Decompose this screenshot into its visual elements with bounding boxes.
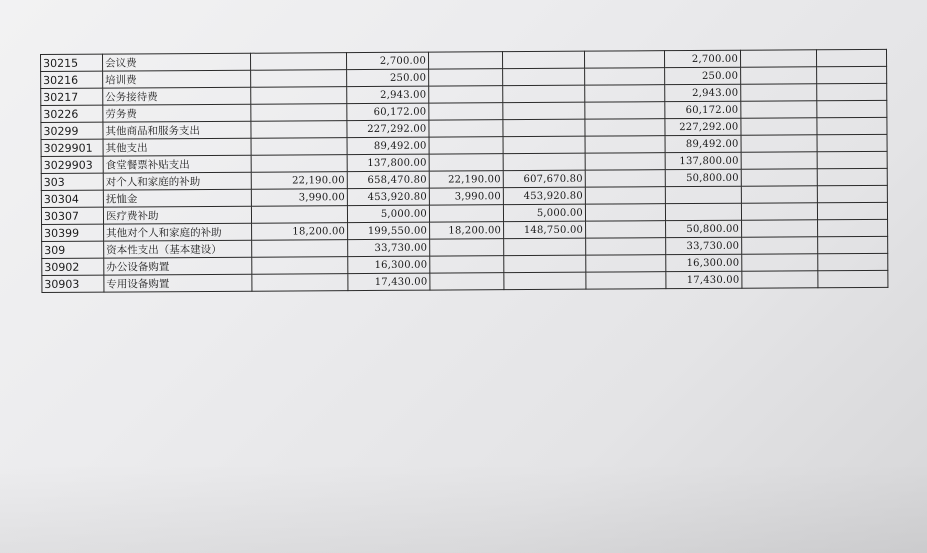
cell-amount-2: 199,550.00	[348, 222, 430, 240]
cell-amount-2: 33,730.00	[348, 239, 430, 257]
cell-amount-1	[252, 257, 348, 275]
cell-amount-1	[251, 104, 347, 122]
cell-code: 30399	[42, 224, 104, 241]
cell-code: 30304	[41, 190, 103, 207]
cell-amount-5	[584, 51, 664, 68]
cell-amount-8	[818, 270, 888, 287]
cell-amount-5	[585, 187, 665, 204]
cell-amount-5	[585, 153, 665, 170]
cell-amount-1	[251, 138, 347, 156]
cell-amount-3	[429, 103, 503, 120]
table-body	[41, 49, 888, 292]
cell-amount-7	[741, 118, 817, 135]
cell-amount-5	[586, 255, 666, 272]
cell-amount-1	[250, 53, 346, 71]
cell-amount-4	[503, 136, 585, 154]
cell-amount-1	[251, 155, 347, 173]
cell-amount-3: 22,190.00	[429, 171, 503, 188]
cell-amount-2: 16,300.00	[348, 256, 430, 274]
cell-amount-6: 89,492.00	[665, 135, 741, 152]
cell-amount-2: 250.00	[347, 69, 429, 87]
cell-amount-4	[504, 238, 586, 256]
cell-amount-5	[586, 238, 666, 255]
cell-amount-1	[251, 87, 347, 105]
cell-amount-4	[504, 255, 586, 273]
cell-amount-5	[585, 119, 665, 136]
cell-amount-5	[586, 221, 666, 238]
cell-amount-3	[430, 239, 504, 256]
cell-amount-1	[252, 274, 348, 292]
cell-amount-3: 18,200.00	[430, 222, 504, 239]
cell-amount-3	[429, 86, 503, 103]
budget-expenditure-table	[40, 49, 888, 293]
cell-amount-6: 2,943.00	[665, 84, 741, 101]
cell-name: 办公设备购置	[104, 257, 252, 275]
cell-amount-1: 3,990.00	[251, 189, 347, 207]
cell-amount-5	[585, 68, 665, 85]
cell-amount-6: 50,800.00	[666, 220, 742, 237]
cell-amount-8	[817, 185, 887, 202]
cell-amount-7	[741, 84, 817, 101]
cell-amount-6: 227,292.00	[665, 118, 741, 135]
cell-code: 30226	[41, 105, 103, 122]
cell-amount-5	[585, 170, 665, 187]
cell-amount-6	[665, 203, 741, 220]
cell-amount-7	[742, 271, 818, 288]
cell-amount-4: 453,920.80	[503, 187, 585, 205]
cell-name: 会议费	[103, 53, 251, 71]
cell-amount-7	[742, 220, 818, 237]
cell-amount-4	[503, 68, 585, 86]
cell-amount-8	[817, 168, 887, 185]
cell-amount-3	[429, 205, 503, 222]
cell-amount-8	[817, 100, 887, 117]
cell-amount-2: 5,000.00	[347, 205, 429, 223]
cell-amount-8	[818, 253, 888, 270]
cell-amount-2: 2,700.00	[346, 52, 428, 70]
cell-amount-4	[503, 102, 585, 120]
cell-amount-3	[429, 137, 503, 154]
cell-amount-8	[817, 151, 887, 168]
cell-amount-3	[430, 256, 504, 273]
cell-code: 30307	[41, 207, 103, 224]
cell-amount-2: 453,920.80	[347, 188, 429, 206]
cell-amount-5	[585, 85, 665, 102]
cell-amount-8	[818, 236, 888, 253]
cell-amount-6: 17,430.00	[666, 271, 742, 288]
cell-amount-7	[741, 169, 817, 186]
cell-name: 资本性支出（基本建设）	[104, 240, 252, 258]
cell-amount-8	[817, 117, 887, 134]
cell-amount-1	[252, 240, 348, 258]
cell-amount-7	[741, 203, 817, 220]
cell-name: 劳务费	[103, 104, 251, 122]
cell-name: 其他支出	[103, 138, 251, 156]
cell-code: 30902	[42, 258, 104, 275]
cell-amount-4	[503, 85, 585, 103]
cell-amount-1	[251, 206, 347, 224]
cell-code: 30299	[41, 122, 103, 139]
cell-amount-7	[741, 152, 817, 169]
cell-amount-4	[502, 51, 584, 69]
cell-amount-7	[742, 237, 818, 254]
cell-code: 30903	[42, 275, 104, 292]
cell-amount-6: 250.00	[665, 67, 741, 84]
cell-amount-2: 137,800.00	[347, 154, 429, 172]
cell-amount-1	[251, 121, 347, 139]
cell-amount-8	[817, 83, 887, 100]
cell-amount-5	[586, 272, 666, 289]
cell-amount-2: 658,470.80	[347, 171, 429, 189]
cell-amount-8	[816, 49, 886, 66]
cell-amount-8	[817, 134, 887, 151]
cell-amount-3	[428, 52, 502, 69]
cell-amount-7	[741, 101, 817, 118]
cell-name: 抚恤金	[103, 189, 251, 207]
cell-name: 专用设备购置	[104, 274, 252, 292]
cell-name: 对个人和家庭的补助	[103, 172, 251, 190]
cell-amount-2: 60,172.00	[347, 103, 429, 121]
cell-amount-8	[817, 202, 887, 219]
cell-code: 309	[42, 241, 104, 258]
cell-amount-6	[665, 186, 741, 203]
cell-name: 其他商品和服务支出	[103, 121, 251, 139]
cell-amount-6: 2,700.00	[664, 50, 740, 67]
cell-amount-4	[504, 272, 586, 290]
cell-amount-5	[585, 136, 665, 153]
cell-amount-7	[741, 67, 817, 84]
cell-amount-8	[817, 66, 887, 83]
cell-amount-4: 607,670.80	[503, 170, 585, 188]
cell-amount-2: 2,943.00	[347, 86, 429, 104]
cell-amount-7	[742, 254, 818, 271]
cell-amount-7	[741, 186, 817, 203]
cell-amount-3	[429, 154, 503, 171]
cell-code: 303	[41, 173, 103, 190]
cell-amount-2: 17,430.00	[348, 273, 430, 291]
cell-amount-4: 148,750.00	[504, 221, 586, 239]
cell-amount-7	[740, 50, 816, 67]
cell-code: 30217	[41, 88, 103, 105]
cell-amount-2: 227,292.00	[347, 120, 429, 138]
cell-amount-6: 60,172.00	[665, 101, 741, 118]
cell-code: 3029901	[41, 139, 103, 156]
cell-code: 3029903	[41, 156, 103, 173]
cell-amount-6: 50,800.00	[665, 169, 741, 186]
cell-amount-6: 16,300.00	[666, 254, 742, 271]
cell-amount-6: 33,730.00	[666, 237, 742, 254]
cell-amount-4: 5,000.00	[503, 204, 585, 222]
cell-name: 公务接待费	[103, 87, 251, 105]
cell-name: 食堂餐票补贴支出	[103, 155, 251, 173]
cell-name: 培训费	[103, 70, 251, 88]
cell-amount-1: 18,200.00	[252, 223, 348, 241]
cell-amount-3	[429, 69, 503, 86]
cell-amount-3: 3,990.00	[429, 188, 503, 205]
cell-code: 30215	[41, 54, 103, 71]
cell-amount-4	[503, 153, 585, 171]
cell-amount-1	[251, 70, 347, 88]
cell-amount-3	[430, 273, 504, 290]
cell-code: 30216	[41, 71, 103, 88]
cell-amount-5	[585, 102, 665, 119]
cell-amount-4	[503, 119, 585, 137]
cell-amount-5	[585, 204, 665, 221]
cell-amount-7	[741, 135, 817, 152]
cell-amount-8	[818, 219, 888, 236]
cell-name: 其他对个人和家庭的补助	[104, 223, 252, 241]
cell-amount-3	[429, 120, 503, 137]
cell-amount-1: 22,190.00	[251, 172, 347, 190]
cell-amount-6: 137,800.00	[665, 152, 741, 169]
cell-amount-2: 89,492.00	[347, 137, 429, 155]
cell-name: 医疗费补助	[103, 206, 251, 224]
